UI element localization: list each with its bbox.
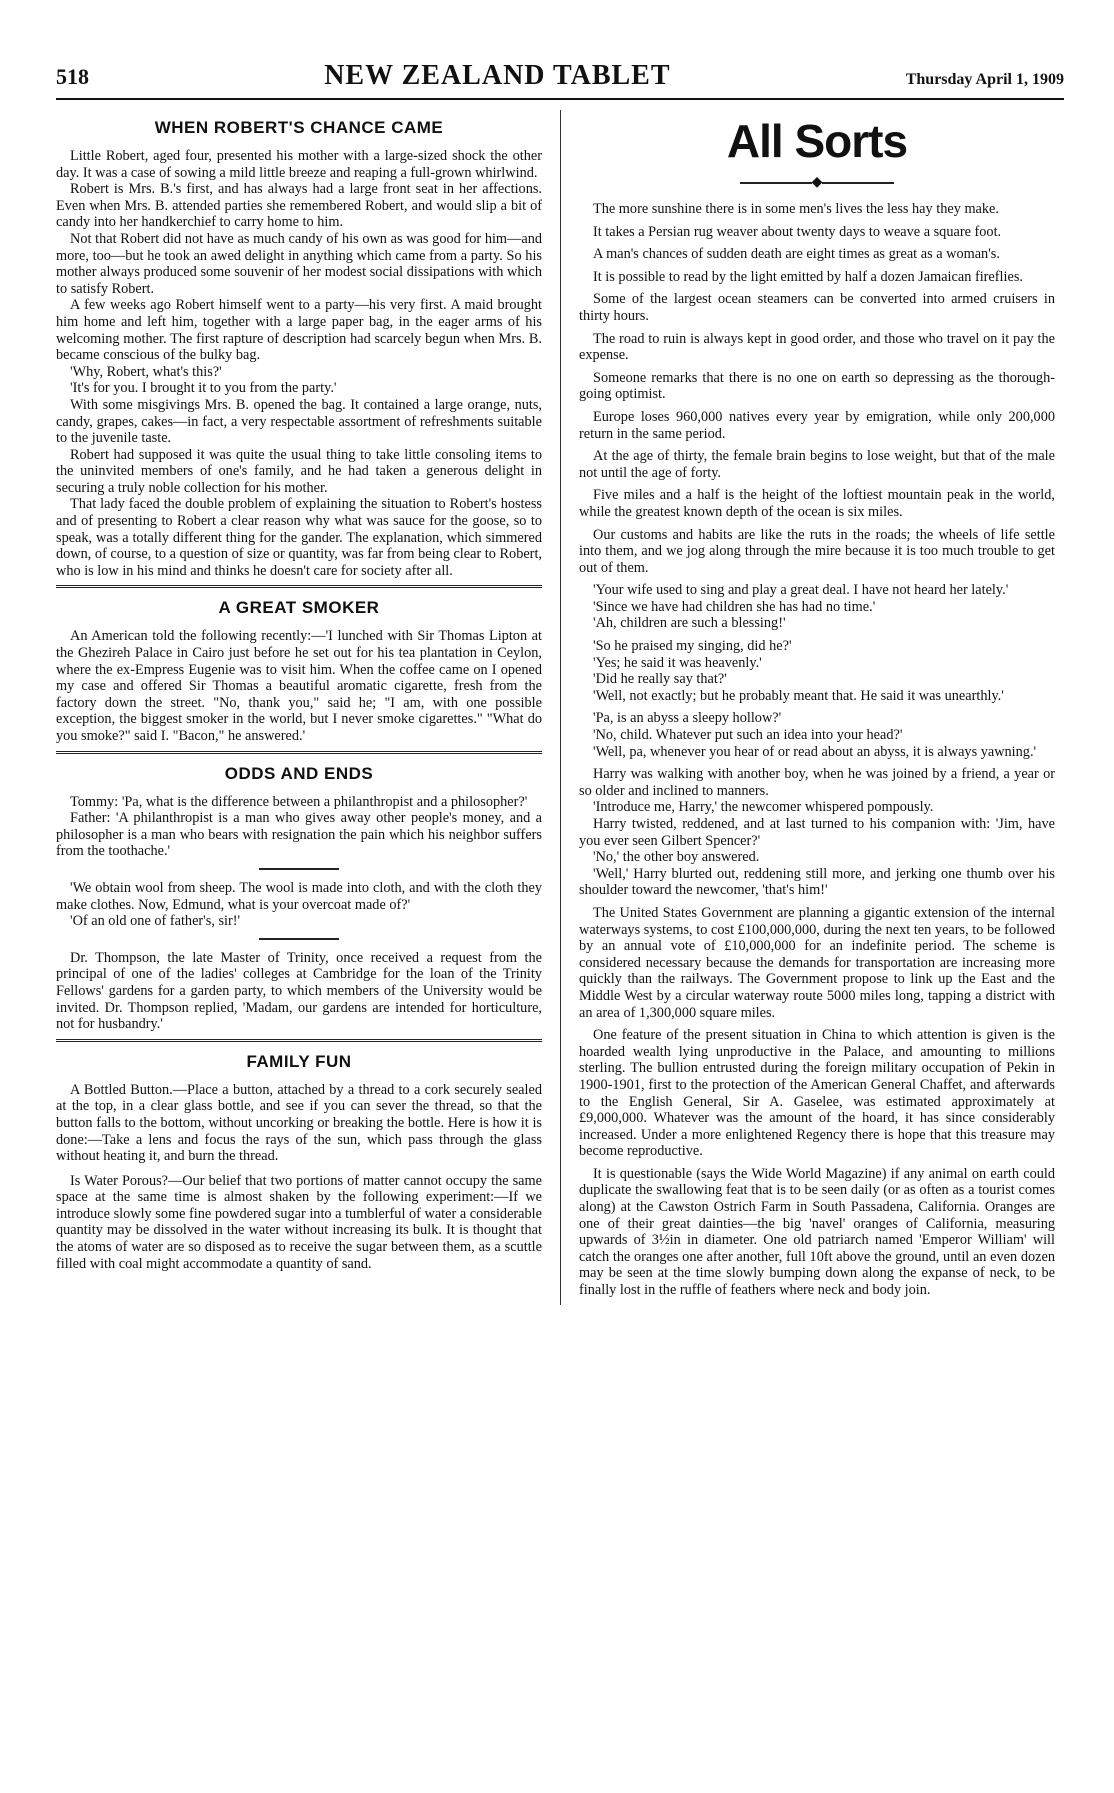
item-paragraph: A man's chances of sudden death are eight times as great as a woman's. — [593, 246, 1000, 263]
issue-date: Thursday April 1, 1909 — [905, 71, 1064, 88]
article-paragraph: 'We obtain wool from sheep. The wool is made into cloth, and with the cloth they make clothes. Now, Edmund, what is your overcoat made of?' — [56, 879, 542, 913]
item-paragraph: It takes a Persian rug weaver about twenty days to weave a square foot. — [593, 223, 1002, 240]
article-paragraph: Little Robert, aged four, presented his mother with a large-sized shock the other day. It was a case of sowing a mild little breeze and reaping a full-grown whirlwind. — [56, 148, 542, 181]
columns — [56, 110, 1064, 1305]
item-paragraph: Some of the largest ocean steamers can be converted into armed cruisers in thirty hours. — [579, 291, 1055, 324]
article-paragraph: An American told the following recently:—'I lunched with Sir Thomas Lipton at the Ghezireh Palace in Cairo just before he set out for his tea plantation in Ceylon, where the ex-Empress Eugenie was to visit him. When the coffee came on I opened my case and offered Sir Thomas a beautiful aromatic cigarette, fresh from the factory down the street. "No, thank you," said he; "I am, with one possible exception, the biggest smoker in the world, but I never smoke cigarettes." "What do you smoke?" said I. "Bacon," he answered.' — [56, 628, 542, 744]
article-paragraph: 'Of an old one of father's, sir!' — [70, 913, 241, 930]
item-paragraph: 'Well,' Harry blurted out, reddening still more, and jerking one thumb over his shoulder toward the newcomer, 'that's him!' — [579, 865, 1055, 899]
ornament-divider: ◆ — [579, 174, 1055, 191]
article-paragraph: 'Why, Robert, what's this?' — [70, 363, 222, 380]
all-sorts-heading: All Sorts — [726, 115, 908, 167]
article-paragraph: Father: 'A philanthropist is a man who gives away other people's money, and a philosopher is a man who bears with resignation the pain which his neighbor suffers from the toothache.' — [56, 810, 542, 860]
item-paragraph: 'Well, not exactly; but he probably meant that. He said it was unearthly.' — [593, 687, 1004, 704]
item-paragraph: At the age of thirty, the female brain begins to lose weight, but that of the male not until the age of forty. — [579, 448, 1055, 481]
paper-title: NEW ZEALAND TABLET — [324, 60, 671, 91]
item-paragraph: The road to ruin is always kept in good order, and those who travel on it pay the expense. — [579, 330, 1055, 364]
item-paragraph: Harry was walking with another boy, when he was joined by a friend, a year or so older and inclined to manners. — [579, 766, 1055, 799]
item-paragraph: 'Pa, is an abyss a sleepy hollow?' — [593, 710, 782, 727]
section-title: FAMILY FUN — [56, 1039, 542, 1072]
item-paragraph: The more sunshine there is in some men's lives the less hay they make. — [593, 201, 999, 217]
article-paragraph: Is Water Porous?—Our belief that two portions of matter cannot occupy the same space at the same time is almost shaken by the following experiment:—If we introduce slowly some fine powdered sugar into a tumblerful of water a considerable quantity may be dissolved in the water without increasing its bulk. It is thought that the atoms of water are so disposed as to receive the sugar between them, as a scuttle filled with coal might accommodate a quantity of sand. — [56, 1172, 542, 1272]
article-paragraph: 'It's for you. I brought it to you from the party.' — [70, 380, 337, 397]
article-paragraph: With some misgivings Mrs. B. opened the bag. It contained a large orange, nuts, candy, grapes, cakes—in fact, a very respectable assortment of refreshments suitable to the juvenile taste. — [56, 396, 542, 447]
article-paragraph: A Bottled Button.—Place a button, attached by a thread to a cork securely sealed at the top, in a clear glass bottle, and see if you can sever the thread, so that the button falls to the bottom, without uncorking or breaking the bottle. Here is how it is done:—Take a lens and focus the rays of the sun, which pass through the glass without heating it, and burn the thread. — [56, 1081, 542, 1165]
item-paragraph: The United States Government are planning a gigantic extension of the internal waterways systems, to cost £100,000,000, during the next ten years, to be followed by an annual vote of £10,000,000 for an indefinite period. The scheme is considered necessary because the demands for transportation are increasing more quickly than the railways. The Government propose to link up the East and the Middle West by a circular waterway route 5000 miles long, tapping a district with an area of 1,300,000 square miles. — [579, 904, 1055, 1021]
article-paragraph: Tommy: 'Pa, what is the difference between a philanthropist and a philosopher?' — [70, 793, 528, 810]
page-number: 518 — [56, 64, 89, 89]
article-paragraph: A few weeks ago Robert himself went to a party—his very first. A maid brought him home and left him, together with a large paper bag, in the eager arms of his welcoming mother. The first rapture of description had scarcely begun when Mrs. B. became conscious of the bulky bag. — [56, 297, 542, 364]
item-paragraph: 'Yes; he said it was heavenly.' — [593, 654, 762, 671]
item-paragraph: One feature of the present situation in China to which attention is given is the hoarded wealth lying unproductive in the Palace, and amounting to millions sterling. The bullion entrusted during the foreign military occupation of Pekin in 1900-1901, first to the protection of the American General Chaffet, and afterwards to the English General, Sir A. Gaselee, was estimated approximately at £9,000,000. Whatever was the amount of the hoard, it has since considerably increased. Under a more enlightened Regency there is hope that this treasure may become reproductive. — [579, 1027, 1055, 1160]
masthead — [56, 60, 1064, 100]
item-paragraph: 'Well, pa, whenever you hear of or read about an abyss, it is always yawning.' — [593, 743, 1037, 760]
item-paragraph: Someone remarks that there is no one on earth so depressing as the thorough-going optimist. — [579, 369, 1055, 403]
item-paragraph: 'No,' the other boy answered. — [593, 849, 760, 866]
item-paragraph: Five miles and a half is the height of the loftiest mountain peak in the world, while the greatest known depth of the ocean is six miles. — [579, 487, 1055, 520]
item-paragraph: It is possible to read by the light emitted by half a dozen Jamaican fireflies. — [593, 268, 1023, 285]
article-paragraph: Robert had supposed it was quite the usual thing to take little consoling items to the uninvited members of one's family, and he had taken a generous delight in securing a truly noble collection for his mother. — [56, 446, 542, 496]
item-paragraph: 'So he praised my singing, did he?' — [593, 638, 792, 655]
article-paragraph: Dr. Thompson, the late Master of Trinity, once received a request from the principal of one of the ladies' colleges at Cambridge for the loan of the Trinity Fellows' gardens for a garden party, to which members of the University would be invited. Dr. Thompson replied, 'Madam, our gardens are intended for horticulture, not for husbandry.' — [56, 949, 542, 1033]
section-divider — [259, 938, 339, 940]
section-title: ODDS AND ENDS — [56, 751, 542, 784]
item-paragraph: 'Since we have had children she has had no time.' — [593, 598, 876, 615]
item-paragraph: Harry twisted, reddened, and at last turned to his companion with: 'Jim, have you ever seen Gilbert Spencer?' — [579, 816, 1055, 849]
item-paragraph: 'Ah, children are such a blessing!' — [593, 615, 786, 632]
article-paragraph: That lady faced the double problem of explaining the situation to Robert's hostess and of presenting to Robert a clear reason why what was sauce for the goose, so to speak, was a totally different thing for the gander. The explanation, which simmered down, of course, to a question of size or quantity, was far from being clear to Robert, who is low in his mind and thinks he doesn't care for society after all. — [56, 496, 542, 579]
item-paragraph: 'No, child. Whatever put such an idea into your head?' — [593, 727, 903, 744]
section-title: WHEN ROBERT'S CHANCE CAME — [154, 118, 444, 137]
item-paragraph: Europe loses 960,000 natives every year by emigration, while only 200,000 return in the same period. — [579, 408, 1055, 442]
item-paragraph: 'Your wife used to sing and play a great deal. I have not heard her lately.' — [593, 582, 1009, 599]
item-paragraph: 'Did he really say that?' — [593, 671, 727, 688]
left-column — [56, 110, 561, 1305]
article-paragraph: Not that Robert did not have as much candy of his own as was good for him—and more, too—but he took an awed delight in anything which came from a party. So his mother always produced some souvenir of her modest social dissipations with which to satisfy Robert. — [56, 230, 542, 297]
item-paragraph: Our customs and habits are like the ruts in the roads; the wheels of life settle into them, and we jog along through the mire because it is too much trouble to get out of them. — [579, 526, 1055, 576]
item-paragraph: It is questionable (says the Wide World Magazine) if any animal on earth could duplicate the swallowing feat that is to be seen daily (or as often as a tourist comes along) at the Cawston Ostrich Farm in South Passadena, California. Oranges are one of their great dainties—the big 'navel' oranges of California, measuring upwards of 3½in in diameter. One old patriarch named 'Emperor William' will catch the oranges one after another, full 10ft above the ground, until an even dozen may be seen at the time slowly bumping down along the expanse of neck, to be finally lost in the ruffle of feathers where neck and body join. — [579, 1165, 1055, 1299]
section-title: A GREAT SMOKER — [56, 585, 542, 618]
right-column — [561, 110, 1055, 1305]
article-paragraph: Robert is Mrs. B.'s first, and has always had a large front seat in her affections. Even when Mrs. B. attended parties she remembered Robert, and would slip a bit of candy into her handkerchief to carry home to him. — [56, 181, 542, 231]
item-paragraph: 'Introduce me, Harry,' the newcomer whispered pompously. — [593, 799, 934, 816]
section-divider — [259, 868, 339, 870]
